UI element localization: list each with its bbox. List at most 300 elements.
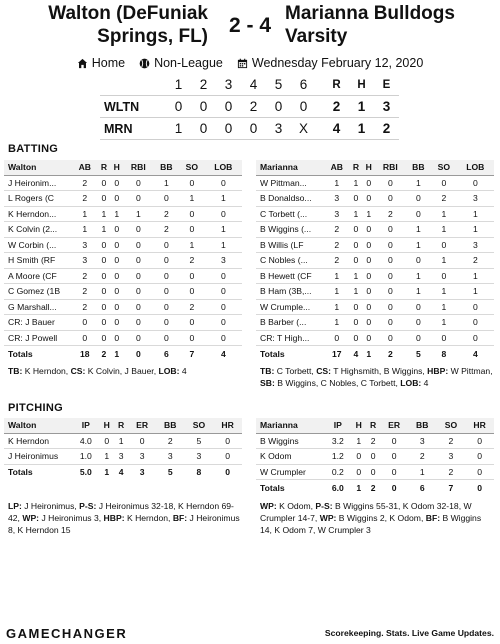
- stat-header: BB: [156, 418, 185, 433]
- stat-cell: 0: [110, 268, 123, 284]
- stat-cell: 0: [457, 175, 494, 191]
- stat-cell: 3: [437, 449, 466, 465]
- player-name: G Marshall...: [4, 299, 72, 315]
- table-row: [256, 433, 494, 449]
- stat-cell: 0: [350, 299, 363, 315]
- stat-cell: 0: [375, 299, 405, 315]
- table-row: [4, 222, 242, 238]
- stat-cell: 2: [156, 433, 185, 449]
- table-row: [256, 206, 494, 222]
- stat-cell: 4.0: [72, 433, 100, 449]
- stat-cell: 1.0: [72, 449, 100, 465]
- stat-cell: 0: [123, 253, 153, 269]
- stat-cell: 1: [324, 315, 350, 331]
- stat-header: SO: [437, 418, 466, 433]
- stat-header: ER: [128, 418, 156, 433]
- stat-cell: 2: [375, 206, 405, 222]
- note-label: P-S:: [315, 501, 333, 511]
- stat-cell: 1: [72, 222, 98, 238]
- note-text: J Heironimus,: [21, 501, 80, 511]
- stat-cell: 1: [352, 433, 366, 449]
- totals-row: [4, 464, 242, 480]
- stat-cell: 1: [431, 315, 457, 331]
- stat-cell: 0: [98, 268, 111, 284]
- stat-cell: 0: [366, 449, 380, 465]
- stat-cell: 0: [110, 222, 123, 238]
- player-name: B Hewett (CF: [256, 268, 324, 284]
- note-label: TB:: [8, 366, 23, 376]
- away-pitching-notes: [8, 500, 240, 536]
- player-name: K Colvin (2...: [4, 222, 72, 238]
- stat-cell: 1: [406, 222, 432, 238]
- total-cell: 0: [213, 464, 242, 480]
- game-header: [0, 0, 500, 56]
- total-cell: 5: [406, 346, 432, 362]
- stat-cell: 0: [100, 433, 114, 449]
- stat-header: BB: [406, 160, 432, 175]
- note-text: K Herndon,: [22, 366, 71, 376]
- player-name: J Heironim...: [4, 175, 72, 191]
- stat-cell: 2: [366, 433, 380, 449]
- stat-cell: 0: [205, 315, 242, 331]
- linescore-row: [100, 118, 399, 140]
- stat-cell: 0: [324, 330, 350, 346]
- home-pitching-table: [256, 418, 494, 495]
- stat-cell: 0.2: [324, 464, 352, 480]
- table-row: [4, 253, 242, 269]
- stat-header: LOB: [457, 160, 494, 175]
- stat-header: H: [362, 160, 375, 175]
- stat-header: IP: [324, 418, 352, 433]
- stat-cell: 1: [72, 206, 98, 222]
- stat-cell: 1.2: [324, 449, 352, 465]
- note-label: CS:: [316, 366, 332, 376]
- stat-header: BB: [408, 418, 437, 433]
- note-label: LP:: [8, 501, 22, 511]
- stat-cell: 0: [375, 330, 405, 346]
- total-cell: 0: [380, 480, 408, 496]
- baseball-icon: [139, 58, 150, 69]
- total-cell: 5: [156, 464, 185, 480]
- stat-cell: 0: [110, 284, 123, 300]
- table-row: [4, 284, 242, 300]
- stat-cell: 2: [324, 237, 350, 253]
- inning-header: 1: [174, 77, 183, 92]
- stat-cell: 3: [324, 191, 350, 207]
- total-cell: 3: [128, 464, 156, 480]
- inning-header: 2: [199, 77, 208, 92]
- stat-cell: 1: [154, 175, 180, 191]
- note-text: C Torbett,: [274, 366, 317, 376]
- stat-cell: 1: [123, 206, 153, 222]
- stat-cell: 2: [179, 299, 205, 315]
- away-batting-notes: [8, 365, 240, 377]
- stat-cell: 2: [437, 464, 466, 480]
- game-type: [139, 56, 223, 70]
- totals-label: Totals: [4, 346, 72, 362]
- pitching-title: PITCHING: [8, 402, 63, 414]
- batting-title: BATTING: [8, 143, 59, 155]
- stat-cell: 0: [110, 330, 123, 346]
- stat-cell: 0: [350, 237, 363, 253]
- totals-label: Totals: [256, 346, 324, 362]
- player-name: W Crumpler: [256, 464, 324, 480]
- stat-cell: 1: [179, 237, 205, 253]
- note-text: B Wiggins 14, K Odom 7, W Crumpler 3: [260, 513, 482, 535]
- stat-cell: 0: [123, 284, 153, 300]
- note-label: HBP:: [103, 513, 125, 523]
- table-row: [256, 175, 494, 191]
- stat-cell: 1: [457, 222, 494, 238]
- total-cell: 2: [98, 346, 111, 362]
- stat-cell: 0: [431, 268, 457, 284]
- table-row: [4, 330, 242, 346]
- total-cell: 1: [362, 346, 375, 362]
- stat-header: H: [352, 418, 366, 433]
- stat-header: R: [98, 160, 111, 175]
- stat-cell: 2: [457, 253, 494, 269]
- player-name: B Ham (3B,...: [256, 284, 324, 300]
- player-name: C Gomez (1B: [4, 284, 72, 300]
- total-cell: 1: [352, 480, 366, 496]
- table-row: [256, 268, 494, 284]
- inning-score: 0: [199, 99, 208, 114]
- inning-score: 2: [249, 99, 258, 114]
- stat-cell: 0: [98, 299, 111, 315]
- note-label: WP:: [319, 513, 337, 523]
- stat-cell: 5: [185, 433, 214, 449]
- stat-cell: 0: [362, 237, 375, 253]
- inning-score: 0: [199, 121, 208, 136]
- stat-cell: 2: [408, 449, 437, 465]
- rhe-value: 3: [382, 99, 391, 114]
- stat-cell: 0: [123, 222, 153, 238]
- stat-cell: 0: [350, 222, 363, 238]
- away-team-name: [48, 2, 208, 48]
- stat-cell: 0: [431, 175, 457, 191]
- stat-cell: 0: [375, 237, 405, 253]
- stat-cell: 0: [179, 330, 205, 346]
- player-name: B Willis (LF: [256, 237, 324, 253]
- stat-cell: 0: [362, 315, 375, 331]
- total-cell: 4: [350, 346, 363, 362]
- stat-cell: 0: [205, 175, 242, 191]
- stat-cell: 2: [72, 299, 98, 315]
- stat-cell: 0: [362, 191, 375, 207]
- player-name: J Heironimus: [4, 449, 72, 465]
- away-pitching-table: [4, 418, 242, 480]
- note-text: 4: [179, 366, 187, 376]
- stat-cell: 1: [406, 175, 432, 191]
- total-cell: 7: [179, 346, 205, 362]
- stat-cell: 0: [123, 237, 153, 253]
- stat-cell: 3.2: [324, 433, 352, 449]
- stat-header: AB: [72, 160, 98, 175]
- stat-cell: 0: [98, 237, 111, 253]
- stat-cell: 0: [375, 191, 405, 207]
- note-label: LOB:: [400, 378, 422, 388]
- stat-cell: 0: [366, 464, 380, 480]
- stat-cell: 2: [72, 191, 98, 207]
- total-cell: 7: [437, 480, 466, 496]
- away-team-line1: Walton (DeFuniak: [48, 3, 208, 24]
- note-label: P-S:: [79, 501, 97, 511]
- note-text: J Heironimus 3,: [39, 513, 104, 523]
- stat-cell: 0: [205, 268, 242, 284]
- stat-cell: 1: [408, 464, 437, 480]
- home-team-line2: Varsity: [285, 26, 348, 47]
- table-row: [256, 253, 494, 269]
- linescore-team: WLTN: [104, 99, 140, 114]
- stat-cell: 0: [98, 253, 111, 269]
- note-text: B Wiggins, C Nobles, C Torbett,: [274, 378, 401, 388]
- stat-cell: 3: [408, 433, 437, 449]
- stat-cell: 0: [179, 222, 205, 238]
- stat-cell: 2: [72, 175, 98, 191]
- stat-header: SO: [431, 160, 457, 175]
- away-batting-table: [4, 160, 242, 361]
- stat-header: BB: [154, 160, 180, 175]
- table-row: [256, 222, 494, 238]
- stat-cell: 0: [406, 315, 432, 331]
- stat-cell: 0: [179, 206, 205, 222]
- inning-score: X: [298, 121, 308, 136]
- stat-header: LOB: [205, 160, 242, 175]
- calendar-icon: [237, 58, 248, 69]
- stat-cell: 3: [156, 449, 185, 465]
- totals-label: Totals: [4, 464, 72, 480]
- rhe-header: E: [382, 78, 391, 91]
- stat-header: HR: [465, 418, 494, 433]
- table-row: [256, 237, 494, 253]
- stat-cell: 0: [123, 315, 153, 331]
- game-meta: [0, 54, 500, 72]
- final-score: 2 - 4: [228, 14, 272, 37]
- rhe-value: 2: [332, 99, 341, 114]
- stat-cell: 2: [72, 284, 98, 300]
- linescore-team: MRN: [104, 121, 133, 136]
- player-name: B Donaldso...: [256, 191, 324, 207]
- stat-cell: 0: [98, 330, 111, 346]
- rhe-header: R: [332, 78, 341, 91]
- player-name: CR: J Powell: [4, 330, 72, 346]
- note-label: TB:: [260, 366, 275, 376]
- stat-cell: 0: [72, 330, 98, 346]
- stat-cell: 0: [179, 284, 205, 300]
- note-label: CS:: [70, 366, 86, 376]
- stat-cell: 0: [110, 299, 123, 315]
- rhe-value: 4: [332, 121, 341, 136]
- stat-cell: 2: [324, 222, 350, 238]
- player-name: L Rogers (C: [4, 191, 72, 207]
- note-label: HBP:: [427, 366, 449, 376]
- stat-cell: 0: [380, 433, 408, 449]
- table-row: [4, 237, 242, 253]
- stat-cell: 0: [406, 191, 432, 207]
- stat-cell: 3: [457, 237, 494, 253]
- stat-header: SO: [185, 418, 214, 433]
- stat-cell: 1: [431, 284, 457, 300]
- table-row: [4, 433, 242, 449]
- stat-cell: 0: [154, 253, 180, 269]
- home-batting-notes: [260, 365, 494, 389]
- total-cell: 1: [100, 464, 114, 480]
- stat-cell: 0: [110, 175, 123, 191]
- total-cell: 4: [205, 346, 242, 362]
- venue: [77, 56, 125, 70]
- note-text: B Wiggins 55-31, K Odom 32-18, W Crumpler 14-7,: [260, 501, 472, 523]
- totals-label: Totals: [256, 480, 324, 496]
- stat-cell: 0: [362, 175, 375, 191]
- total-cell: 17: [324, 346, 350, 362]
- note-text: 4: [421, 378, 429, 388]
- stat-cell: 0: [362, 299, 375, 315]
- player-name: W Pittman...: [256, 175, 324, 191]
- note-text: K Colvin, J Bauer,: [85, 366, 159, 376]
- stat-cell: 0: [380, 449, 408, 465]
- note-text: J Heironimus 8, K Herndon 15: [8, 513, 240, 535]
- home-pitching-notes: [260, 500, 494, 536]
- linescore-row: [100, 96, 399, 118]
- stat-cell: 0: [375, 175, 405, 191]
- stat-cell: 0: [205, 284, 242, 300]
- stat-cell: 1: [324, 284, 350, 300]
- stat-cell: 1: [406, 284, 432, 300]
- stat-cell: 0: [179, 268, 205, 284]
- stat-cell: 3: [185, 449, 214, 465]
- stat-cell: 0: [98, 284, 111, 300]
- stat-cell: 0: [375, 284, 405, 300]
- stat-cell: 1: [431, 299, 457, 315]
- totals-row: [256, 346, 494, 362]
- game-type-label: Non-League: [154, 56, 223, 70]
- team-column-header: Walton: [4, 160, 72, 175]
- totals-row: [256, 480, 494, 496]
- table-row: [256, 330, 494, 346]
- stat-cell: 0: [362, 330, 375, 346]
- player-name: W Corbin (...: [4, 237, 72, 253]
- table-row: [256, 299, 494, 315]
- inning-score: 1: [174, 121, 183, 136]
- stat-cell: 1: [457, 284, 494, 300]
- player-name: CR: T High...: [256, 330, 324, 346]
- total-cell: 4: [114, 464, 128, 480]
- stat-cell: 0: [465, 433, 494, 449]
- total-cell: 8: [431, 346, 457, 362]
- note-label: LOB:: [158, 366, 180, 376]
- stat-header: HR: [213, 418, 242, 433]
- stat-cell: 0: [350, 330, 363, 346]
- stat-cell: 1: [179, 191, 205, 207]
- stat-cell: 1: [350, 206, 363, 222]
- stat-cell: 1: [98, 206, 111, 222]
- date-label: Wednesday February 12, 2020: [251, 56, 424, 70]
- rhe-header: H: [357, 78, 366, 91]
- stat-cell: 0: [362, 268, 375, 284]
- player-name: B Wiggins (...: [256, 222, 324, 238]
- inning-score: 0: [224, 99, 233, 114]
- note-label: WP:: [22, 513, 40, 523]
- home-batting-table: [256, 160, 494, 361]
- stat-cell: 0: [98, 191, 111, 207]
- stat-header: R: [114, 418, 128, 433]
- stat-cell: 0: [179, 315, 205, 331]
- inning-header: 4: [249, 77, 258, 92]
- table-row: [4, 449, 242, 465]
- home-team-name: [285, 2, 455, 48]
- stat-cell: 0: [375, 222, 405, 238]
- stat-cell: 0: [205, 299, 242, 315]
- stat-cell: 3: [324, 206, 350, 222]
- table-row: [256, 284, 494, 300]
- gamechanger-logo[interactable]: GAMECHANGER: [6, 626, 128, 641]
- stat-cell: 1: [406, 268, 432, 284]
- inning-score: 0: [249, 121, 258, 136]
- stat-cell: 0: [457, 315, 494, 331]
- stat-cell: 1: [114, 433, 128, 449]
- player-name: B Barber (...: [256, 315, 324, 331]
- stat-cell: 0: [128, 433, 156, 449]
- table-row: [256, 464, 494, 480]
- total-cell: 0: [123, 346, 153, 362]
- away-team-line2: Springs, FL): [97, 26, 208, 47]
- stat-cell: 1: [324, 175, 350, 191]
- stat-cell: 3: [128, 449, 156, 465]
- stat-cell: 0: [362, 222, 375, 238]
- stat-cell: 0: [205, 206, 242, 222]
- stat-cell: 0: [72, 315, 98, 331]
- stat-cell: 0: [123, 299, 153, 315]
- note-text: T Highsmith, B Wiggins,: [331, 366, 428, 376]
- note-text: K Herndon,: [124, 513, 173, 523]
- note-text: B Wiggins 2, K Odom,: [336, 513, 426, 523]
- stat-header: RBI: [123, 160, 153, 175]
- stat-cell: 0: [375, 268, 405, 284]
- table-header-row: [256, 418, 494, 433]
- stat-cell: 2: [179, 253, 205, 269]
- stat-cell: 1: [100, 449, 114, 465]
- player-name: C Torbett (...: [256, 206, 324, 222]
- game-date: [237, 56, 423, 70]
- total-cell: 6.0: [324, 480, 352, 496]
- stat-cell: 0: [205, 330, 242, 346]
- stat-header: SO: [179, 160, 205, 175]
- total-cell: 2: [366, 480, 380, 496]
- stat-cell: 0: [154, 191, 180, 207]
- stat-cell: 0: [362, 284, 375, 300]
- stat-cell: 0: [154, 268, 180, 284]
- player-name: CR: J Bauer: [4, 315, 72, 331]
- stat-cell: 3: [205, 253, 242, 269]
- inning-header: 6: [299, 77, 308, 92]
- stat-cell: 0: [350, 253, 363, 269]
- rhe-value: 1: [357, 99, 366, 114]
- inning-score: 0: [274, 99, 283, 114]
- stat-cell: 0: [457, 330, 494, 346]
- team-column-header: Marianna: [256, 418, 324, 433]
- player-name: A Moore (CF: [4, 268, 72, 284]
- total-cell: 8: [185, 464, 214, 480]
- stat-cell: 0: [431, 237, 457, 253]
- player-name: B Wiggins: [256, 433, 324, 449]
- stat-cell: 0: [350, 191, 363, 207]
- player-name: K Herndon: [4, 433, 72, 449]
- tagline: Scorekeeping. Stats. Live Game Updates.: [324, 628, 494, 638]
- note-label: SB:: [260, 378, 275, 388]
- table-row: [4, 206, 242, 222]
- table-header-row: [4, 418, 242, 433]
- stat-cell: 1: [457, 268, 494, 284]
